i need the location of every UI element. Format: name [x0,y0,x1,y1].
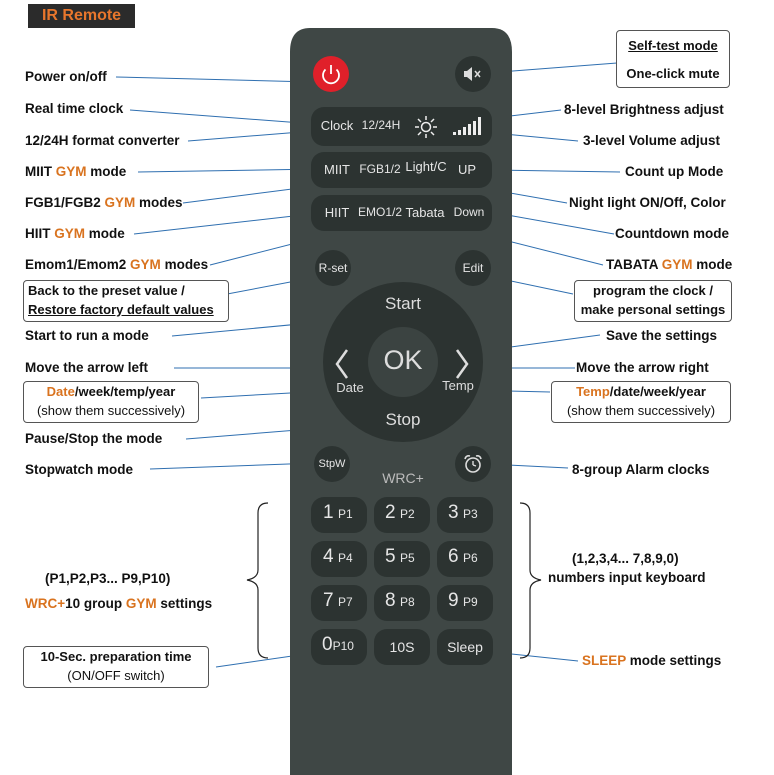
label-tabata: TABATA GYM mode [606,257,733,272]
label-numbers-line2: numbers input keyboard [548,570,706,585]
mute-icon [455,56,491,92]
box-prep-line1: 10-Sec. preparation time [40,649,192,664]
edit-button[interactable] [455,250,491,286]
volume-key[interactable] [451,113,485,139]
up-key[interactable]: UP [457,162,477,177]
num-key-8-label: 8 P8 [385,590,415,611]
label-clock: Real time clock [25,101,124,116]
clock-key[interactable]: Clock [320,118,354,133]
box-temp-line1: Temp/date/week/year [576,384,706,399]
edit-label: Edit [462,261,484,275]
label-start: Start to run a mode [25,328,149,343]
chevron-right-icon [457,350,467,378]
start-key[interactable]: Start [385,294,421,313]
label-brightness: 8-level Brightness adjust [564,102,724,117]
box-preset-line1: Back to the preset value / [28,283,185,298]
sleep-key[interactable] [437,629,493,665]
label-volume: 3-level Volume adjust [583,133,721,148]
stopwatch-button[interactable] [314,446,350,482]
label-power: Power on/off [25,69,107,84]
num-key-1-label: 1 P1 [323,502,353,523]
emom-key[interactable]: EMO1/2 [358,205,403,219]
label-format: 12/24H format converter [25,133,180,148]
box-program-line1: program the clock / [593,283,713,298]
num-key-7-label: 7 P7 [323,590,353,611]
arrow-right-key[interactable] [452,347,472,381]
ok-key[interactable]: OK [383,345,423,375]
miit-key[interactable]: MIIT [324,162,350,177]
tabata-key[interactable]: Tabata [405,205,445,220]
rset-button[interactable] [315,250,351,286]
brand-label: WRC+ [382,470,424,486]
box-mute-line: One-click mute [626,66,720,81]
label-sleep: SLEEP mode settings [582,653,722,668]
num-key-6-label: 6 P6 [448,546,478,567]
box-program [574,280,732,322]
stop-key[interactable]: Stop [385,410,421,429]
label-left: Move the arrow left [25,360,149,375]
down-key[interactable]: Down [453,205,485,219]
chevron-left-icon [337,350,347,378]
box-date [23,381,199,423]
label-countdown: Countdown mode [615,226,729,241]
format-12-24h-key[interactable]: 12/24H [361,118,401,132]
label-fgb: FGB1/FGB2 GYM modes [25,195,183,210]
num-key-0-label: 0P10 [322,634,354,655]
num-key-2-label: 2 P2 [385,502,415,523]
light-key[interactable]: Light/C [405,159,447,174]
label-wrc-line2: WRC+10 group GYM settings [25,596,213,611]
label-save: Save the settings [606,328,718,343]
label-pause: Pause/Stop the mode [25,431,163,446]
alarm-clock-icon [462,453,484,475]
box-program-line2: make personal settings [580,302,726,317]
fgb-key[interactable]: FGB1/2 [359,162,401,176]
volume-bars-icon [453,117,481,135]
power-button[interactable] [313,56,349,92]
box-preset [23,280,229,322]
box-prep-line2: (ON/OFF switch) [67,668,165,683]
label-wrc-line1: (P1,P2,P3... P9,P10) [45,571,171,586]
sun-icon [415,116,437,138]
mute-button[interactable] [455,56,491,92]
date-key[interactable]: Date [336,380,364,395]
label-emom: Emom1/Emom2 GYM modes [25,257,209,272]
label-countup: Count up Mode [625,164,724,179]
label-hiit: HIIT GYM mode [25,226,125,241]
label-miit: MIIT GYM mode [25,164,127,179]
num-key-5-label: 5 P5 [385,546,415,567]
box-date-line2: (show them successively) [36,403,186,418]
label-right: Move the arrow right [576,360,709,375]
box-date-line1: Date/week/temp/year [46,384,176,399]
label-stopwatch: Stopwatch mode [25,462,134,477]
box-preset-line2: Restore factory default values [28,302,214,317]
box-prep [23,646,209,688]
box-selftest-mute [616,30,730,88]
num-key-9-label: 9 P9 [448,590,478,611]
label-alarm: 8-group Alarm clocks [572,462,710,477]
hiit-key[interactable]: HIIT [324,205,350,220]
box-selftest-line: Self-test mode [628,38,718,53]
title-badge: IR Remote [28,4,135,28]
brightness-key[interactable] [411,112,441,142]
num-key-3-label: 3 P3 [448,502,478,523]
label-numbers-line1: (1,2,3,4... 7,8,9,0) [572,551,679,566]
power-icon [313,56,349,92]
num-key-4-label: 4 P4 [323,546,353,567]
alarm-button[interactable] [455,446,491,482]
sleep-label: Sleep [447,639,483,655]
rset-label: R-set [318,261,348,275]
label-nightlight: Night light ON/Off, Color [569,195,726,210]
box-temp [551,381,731,423]
box-temp-line2: (show them successively) [566,403,716,418]
arrow-left-key[interactable] [332,347,352,381]
ten-seconds-key[interactable] [374,629,430,665]
stopwatch-label: StpW [318,458,346,470]
ten-seconds-label: 10S [389,639,415,655]
temp-key[interactable]: Temp [442,378,474,393]
